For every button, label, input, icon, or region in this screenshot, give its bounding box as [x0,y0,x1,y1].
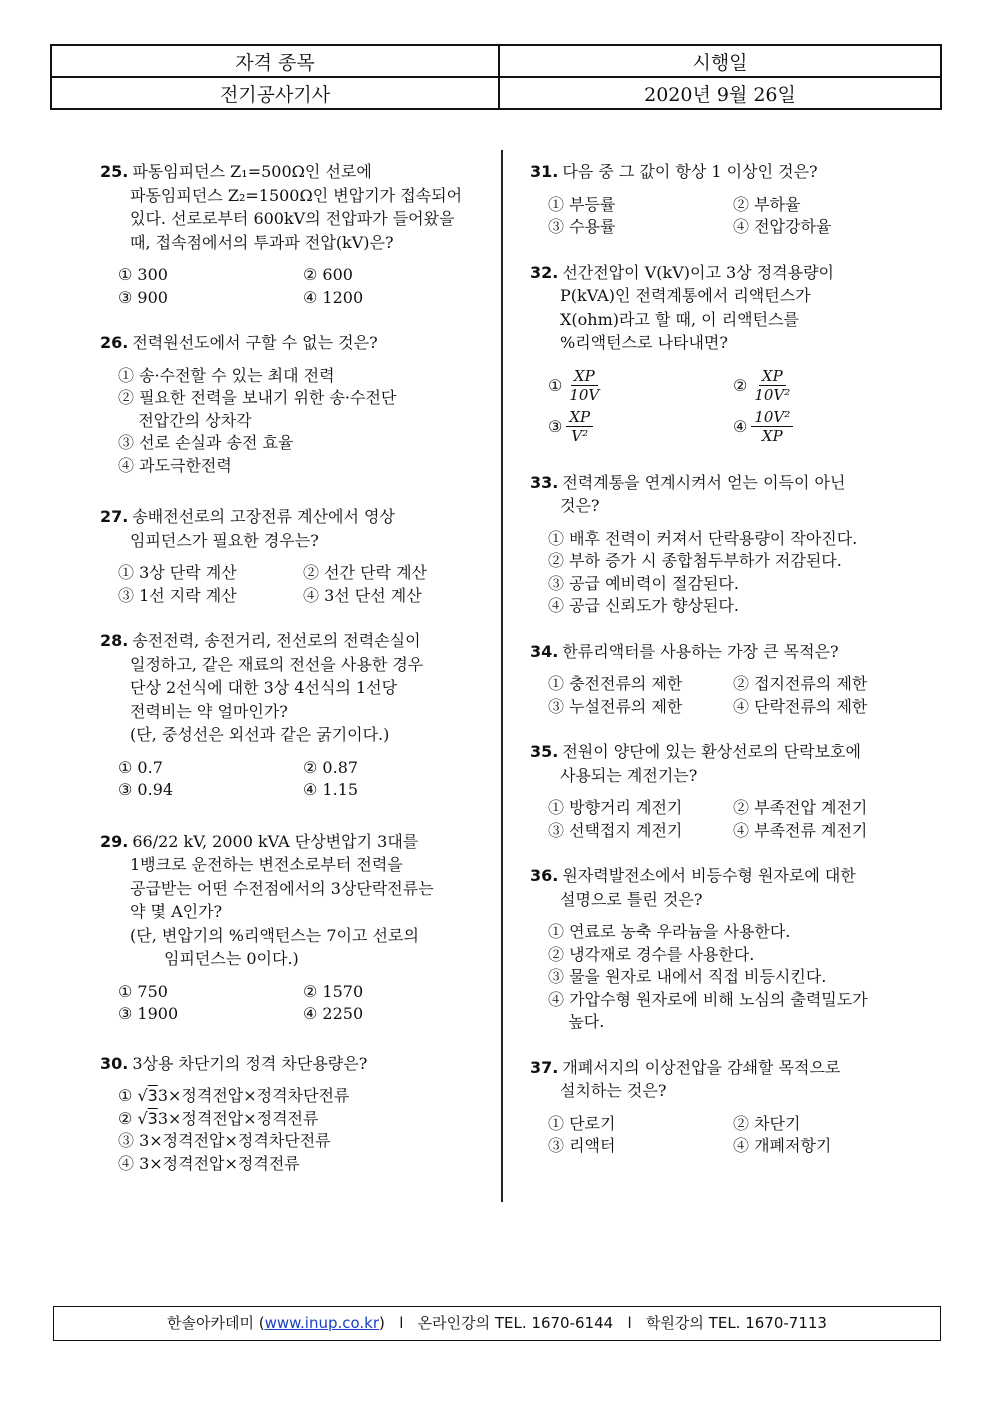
question-number: 26. [100,333,129,352]
option[interactable]: ① 0.7 [118,757,163,777]
question-text: 3상용 차단기의 정격 차단용량은? [132,1053,368,1073]
option[interactable]: ① 연료로 농축 우라늄을 사용한다. [548,922,791,941]
fraction [751,408,793,445]
question-number: 36. [530,866,559,885]
option[interactable]: ④ 과도극한전력 [118,455,232,475]
question-25 [100,160,500,309]
option[interactable]: ① 배후 전력이 커져서 단락용량이 작아진다. [548,528,858,548]
question-number: 25. [100,162,129,181]
option[interactable]: ① 단로기 [548,1113,616,1133]
question-text: 설명으로 틀린 것은? [560,889,703,909]
options [530,1113,930,1158]
header-col2-label: 시행일 [499,45,941,77]
footer-contact: ) l 온라인강의 TEL. 1670-6144 l 학원강의 TEL. 1670-7113 [379,1314,827,1332]
option[interactable]: ④ 전압강하율 [733,217,832,236]
column-divider [501,150,503,1202]
option[interactable]: ④ 단락전류의 제한 [733,696,868,716]
option[interactable]: ② 600 [303,265,353,284]
question-text: 설치하는 것은? [560,1081,667,1100]
question-text: %리액턴스로 나타내면? [560,333,728,352]
question-number: 31. [530,162,559,181]
question-33 [530,471,930,618]
option[interactable]: ② 차단기 [733,1113,801,1133]
question-number: 28. [100,631,129,650]
option[interactable]: ① 부등률 [548,194,616,214]
question-text: 전력원선도에서 구할 수 없는 것은? [132,333,378,352]
option[interactable] [548,367,733,404]
option[interactable]: ① 충전전류의 제한 [548,674,683,693]
header-col2-value: 2020년 9월 26일 [499,77,941,109]
option[interactable]: ④ 1200 [303,287,364,307]
sqrt-symbol: √3 [137,1086,158,1105]
fraction-denominator: XP [761,426,783,445]
option-marker: ③ [548,416,563,436]
fraction-denominator: 10V [569,385,600,404]
question-text: 전력비는 약 얼마인가? [130,701,288,721]
option[interactable] [733,408,918,445]
left-column [100,160,500,1197]
option[interactable]: ② 필요한 전력을 보내기 위한 송·수전단 [118,388,397,407]
question-36 [530,864,930,1034]
question-35 [530,740,930,842]
question-text: 원자력발전소에서 비등수형 원자로에 대한 [562,866,856,885]
fraction-numerator: XP [571,367,598,386]
question-text: X(ohm)라고 할 때, 이 리액턴스를 [560,309,799,329]
fraction-numerator: XP [759,367,786,386]
option[interactable]: ② 부하 증가 시 종합첨두부하가 저감된다. [548,551,842,570]
option[interactable]: ③ 1900 [118,1004,179,1023]
option[interactable]: ④ 3선 단선 계산 [303,585,422,605]
option-text: 3×정격전압×정격차단전류 [157,1086,350,1105]
question-37 [530,1056,930,1158]
header-col1-value: 전기공사기사 [51,77,499,109]
options [530,194,930,239]
fraction-denominator: 10V² [754,385,791,404]
options [530,797,930,842]
option[interactable]: ④ 2250 [303,1004,364,1023]
option[interactable]: ④ 가압수형 원자로에 비해 노심의 출력밀도가 [548,989,868,1009]
option[interactable]: ② 부족전압 계전기 [733,798,868,817]
option[interactable]: ② 1570 [303,981,364,1001]
fraction-numerator: XP [566,408,593,427]
question-30 [100,1052,500,1176]
option[interactable]: ① 750 [118,981,168,1001]
fraction-numerator: 10V² [751,408,793,427]
question-number: 33. [530,472,559,492]
option[interactable]: ① 3상 단락 계산 [118,563,237,582]
question-31 [530,160,930,239]
options [100,562,500,607]
question-text: 임피던스가 필요한 경우는? [130,530,319,550]
option[interactable]: ② 냉각재로 경수를 사용한다. [548,944,755,964]
question-text: 1뱅크로 운전하는 변전소로부터 전력을 [130,855,403,874]
website-link[interactable]: www.inup.co.kr [264,1314,380,1332]
option[interactable]: ① 송·수전할 수 있는 최대 전력 [118,365,335,385]
question-text: 것은? [560,496,600,515]
option-marker: ④ [733,416,748,436]
question-text: 66/22 kV, 2000 kVA 단상변압기 3대를 [132,831,419,851]
option[interactable]: ① 300 [118,265,168,284]
option[interactable]: ③ 3×정격전압×정격차단전류 [118,1131,331,1150]
options [100,1085,500,1175]
question-text: P(kVA)인 전력계통에서 리액턴스가 [560,286,811,305]
question-text: 약 몇 A인가? [130,902,223,921]
options [530,367,930,445]
question-number: 27. [100,507,129,526]
question-text: 사용되는 계전기는? [560,765,698,785]
option-marker: ② [733,375,748,395]
question-text: 한류리액터를 사용하는 가장 큰 목적은? [562,641,839,661]
header-col1-label: 자격 종목 [51,45,499,77]
option[interactable]: ③ 선로 손실과 송전 효율 [118,433,294,452]
option[interactable]: ② 접지전류의 제한 [733,674,868,693]
question-number: 34. [530,641,559,661]
option[interactable]: ② 0.87 [303,757,359,777]
option[interactable]: ① 방향거리 계전기 [548,798,683,817]
question-27 [100,505,500,607]
question-28 [100,629,500,802]
question-text: 파동임피던스 Z₂=1500Ω인 변압기가 접속되어 [130,185,463,205]
question-text: 전력계통을 연계시켜서 얻는 이득이 아닌 [562,472,846,492]
option[interactable]: ④ 공급 신뢰도가 향상된다. [548,596,739,615]
right-column [530,160,930,1180]
question-text: 송배전선로의 고장전류 계산에서 영상 [132,507,395,526]
option-continued: 전압간의 상차각 [118,410,252,430]
option[interactable]: ③ 1선 지락 계산 [118,585,237,605]
option[interactable]: ③ 0.94 [118,780,174,799]
option[interactable] [733,367,918,404]
option[interactable]: ④ 개폐저항기 [733,1136,832,1155]
options [100,264,500,309]
option[interactable]: ③ 수용률 [548,217,616,236]
fraction [566,408,593,445]
question-number: 29. [100,831,129,851]
option[interactable]: ③ 물을 원자로 내에서 직접 비등시킨다. [548,967,827,986]
question-note: (단, 중성선은 외선과 같은 굵기이다.) [130,725,390,744]
question-number: 30. [100,1053,129,1073]
option-text: 3×정격전압×정격전류 [157,1108,319,1128]
question-text: 단상 2선식에 대한 3상 4선식의 1선당 [130,678,398,697]
option[interactable]: ③ 900 [118,287,168,307]
options [530,673,930,718]
option-continued: 높다. [548,1012,605,1031]
question-34 [530,640,930,719]
question-number: 32. [530,262,559,282]
option[interactable]: ③ 선택접지 계전기 [548,820,683,840]
question-number: 35. [530,742,559,761]
options [100,981,500,1026]
question-text: 선간전압이 V(kV)이고 3상 정격용량이 [562,262,834,282]
question-26 [100,331,500,477]
option[interactable]: ② 선간 단락 계산 [303,563,427,582]
question-text: 일정하고, 같은 재료의 전선을 사용한 경우 [130,654,424,674]
option[interactable]: ③ 누설전류의 제한 [548,696,683,716]
question-text: 공급받는 어떤 수전점에서의 3상단락전류는 [130,878,434,898]
question-text: 다음 중 그 값이 항상 1 이상인 것은? [562,162,818,181]
header-table [50,44,942,110]
fraction-denominator: V² [571,426,589,445]
footer-prefix: 한솔아카데미 ( [167,1314,265,1332]
sqrt-symbol: √3 [137,1108,158,1128]
option[interactable] [118,1108,500,1131]
question-text: 송전전력, 송전거리, 전선로의 전력손실이 [132,631,421,650]
option[interactable] [548,408,733,445]
question-note: 임피던스는 0이다.) [164,949,299,968]
question-29 [100,830,500,1026]
option[interactable]: ④ 3×정격전압×정격전류 [118,1153,300,1173]
options [530,921,930,1034]
fraction [566,367,602,404]
fraction [751,367,793,404]
option-marker: ① [118,1086,133,1105]
option[interactable]: ④ 부족전류 계전기 [733,820,868,840]
option[interactable]: ③ 공급 예비력이 절감된다. [548,573,739,593]
options [530,528,930,618]
question-text: 전원이 양단에 있는 환상선로의 단락보호에 [562,742,861,761]
question-number: 37. [530,1057,559,1077]
question-text: 때, 접속점에서의 투과파 전압(kV)은? [130,232,394,252]
option[interactable]: ④ 1.15 [303,780,359,799]
question-text: 있다. 선로로부터 600kV의 전압파가 들어왔을 [130,209,455,228]
question-32 [530,261,930,445]
question-text: 개폐서지의 이상전압을 감쇄할 목적으로 [562,1057,841,1077]
question-note: (단, 변압기의 %리액턴스는 7이고 선로의 [130,925,419,945]
options [100,365,500,478]
options [100,757,500,802]
option[interactable]: ③ 리액터 [548,1136,616,1155]
option-marker: ② [118,1108,133,1128]
option-marker: ① [548,375,563,395]
question-text: 파동임피던스 Z₁=500Ω인 선로에 [132,162,372,181]
option[interactable] [118,1085,500,1108]
option[interactable]: ② 부하율 [733,194,801,214]
footer [53,1306,941,1341]
